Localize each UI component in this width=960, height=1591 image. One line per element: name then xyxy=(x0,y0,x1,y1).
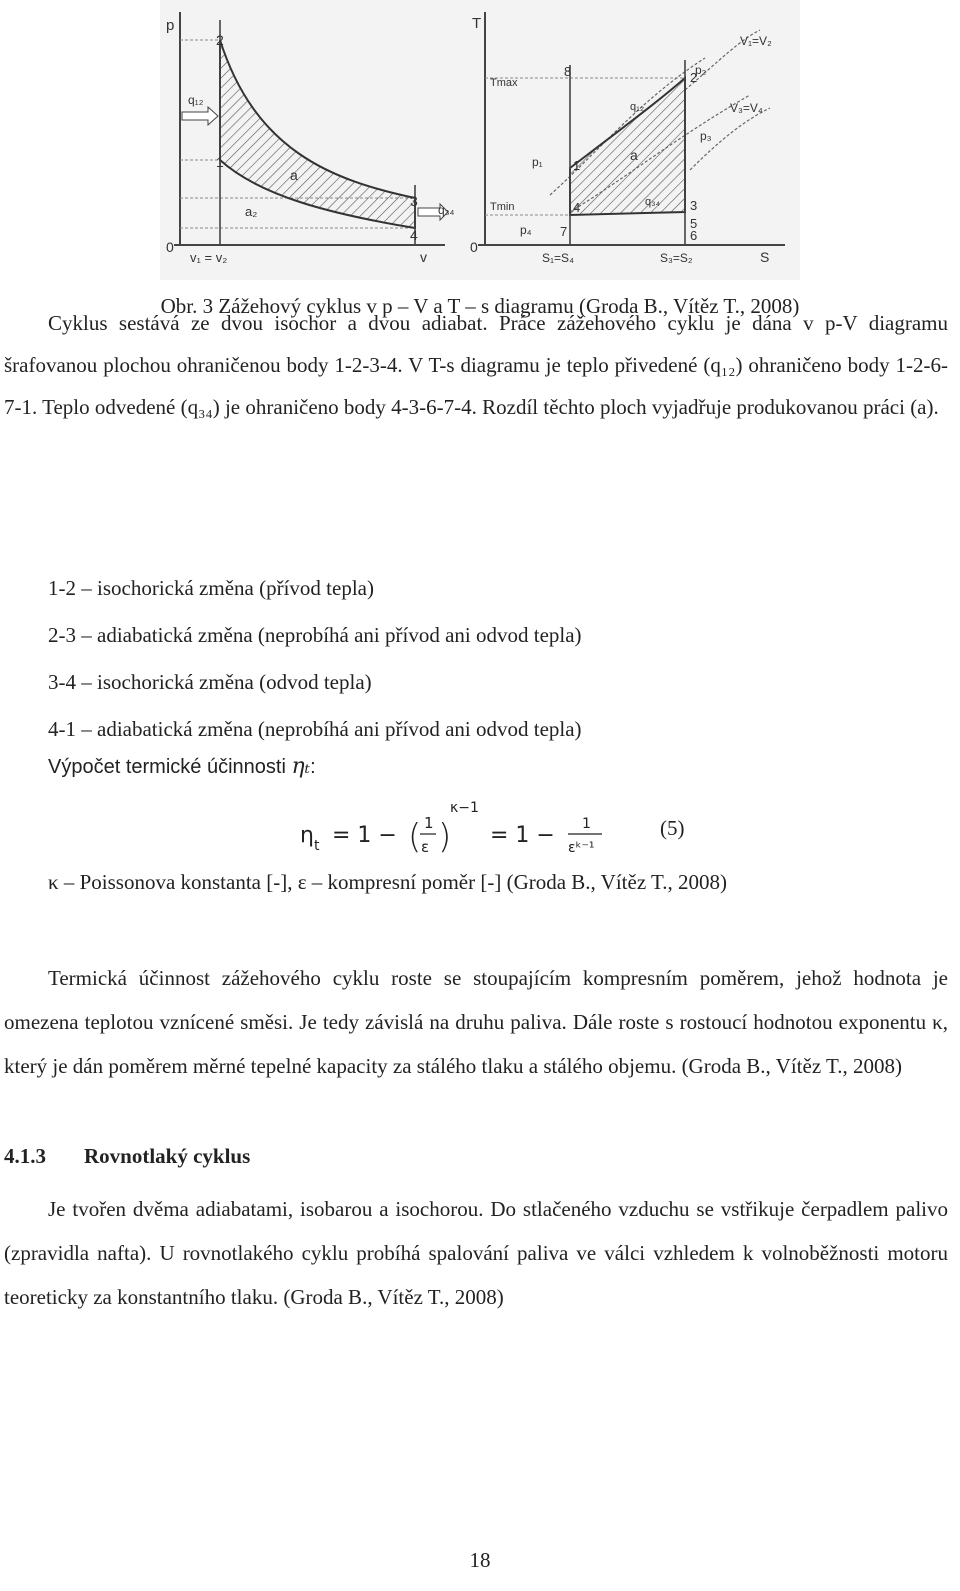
pv-area-a-label: a xyxy=(290,167,298,183)
efficiency-label-text: Výpočet termické účinnosti xyxy=(48,756,286,778)
ts-origin: 0 xyxy=(470,239,478,255)
efficiency-label xyxy=(48,754,316,779)
ts-tmax-label: Tmax xyxy=(490,77,518,89)
process-item-2-3: 2-3 – adiabatická změna (neprobíhá ani přívod ani odvod tepla) xyxy=(48,623,582,647)
paragraph-3-text: Je tvořen dvěma adiabatami, isobarou a isochorou. Do stlačeného vzduchu se vstřikuje čerpadlem palivo (zpravidla nafta). U rovnotlakého cyklu probíhá spalování paliva ve válci vzhledem k volnoběžnosti motoru teoreticky za konstantního tlaku. (Groda B., Vítěz T., 2008) xyxy=(4,1197,948,1309)
ts-v34-label: V₃=V₄ xyxy=(730,101,763,115)
eq-frac2-num: 1 xyxy=(582,816,591,832)
eq-eta: η xyxy=(300,823,314,848)
pv-point-4: 4 xyxy=(410,227,418,243)
eq-paren-right: ) xyxy=(438,817,452,857)
paragraph-constant-pressure xyxy=(4,1187,948,1319)
process-item-3-4: 3-4 – isochorická změna (odvod tepla) xyxy=(48,670,372,694)
ts-point-5: 5 xyxy=(690,216,698,231)
symbols-legend: κ – Poissonova konstanta [-], ε – kompresní poměr [-] (Groda B., Vítěz T., 2008) xyxy=(48,870,728,894)
ts-point-8: 8 xyxy=(564,64,572,79)
ts-point-6: 6 xyxy=(690,228,698,243)
pv-v-eq-label: v₁ = v₂ xyxy=(190,250,228,265)
ts-p2-label: p₂ xyxy=(695,63,707,77)
ts-v12-label: V₁=V₂ xyxy=(740,34,772,48)
eq-paren-left: ( xyxy=(408,817,422,857)
pv-origin: 0 xyxy=(166,239,174,255)
ts-point-2: 2 xyxy=(690,70,698,85)
pv-point-3: 3 xyxy=(410,193,418,209)
ts-q12-label: q₁₂ xyxy=(630,101,645,113)
ts-point-3: 3 xyxy=(690,198,698,213)
paragraph-1-text: Cyklus sestává ze dvou isochor a dvou adiabat. Práce zážehového cyklu je dána v p-V diagramu šrafovanou plochou ohraničenou body 1-2-3-4. V T-s diagramu je teplo přivedené (q₁₂) ohraničeno body 1-2-6-7-1. Teplo odvedené (q₃₄) je ohraničeno body 4-3-6-7-4. Rozdíl těchto ploch vyjadřuje produkovanou práci (a). xyxy=(4,311,948,419)
ts-tmin-label: Tmin xyxy=(490,201,515,213)
eq-frac1-den: ε xyxy=(421,838,430,856)
eq-part-2: = 1 − xyxy=(490,823,555,848)
pv-v-label: v xyxy=(420,249,427,265)
figure-caption: Obr. 3 Zážehový cyklus v p – V a T – s diagramu (Groda B., Vítěz T., 2008) xyxy=(160,294,800,318)
pv-point-2: 2 xyxy=(216,32,224,48)
section-title: Rovnotlaký cyklus xyxy=(84,1144,251,1168)
pv-point-1: 1 xyxy=(216,154,224,170)
ts-s14-label: S₁=S₄ xyxy=(542,251,574,265)
eq-frac2-den: εᵏ⁻¹ xyxy=(568,840,595,856)
efficiency-equation xyxy=(300,796,720,866)
process-item-4-1: 4-1 – adiabatická změna (neprobíhá ani přívod ani odvod tepla) xyxy=(48,717,582,741)
ts-p4-label: p₄ xyxy=(520,223,532,237)
section-heading xyxy=(4,1144,250,1169)
paragraph-cycle-description xyxy=(4,302,948,428)
pv-p-label: p xyxy=(166,17,175,34)
ts-q34-label: q₃₄ xyxy=(645,196,661,208)
efficiency-symbol: ηₜ xyxy=(291,754,311,779)
pv-area-a2-label: a₂ xyxy=(245,204,258,219)
ts-s-label: S xyxy=(760,249,770,265)
process-item-1-2: 1-2 – isochorická změna (přívod tepla) xyxy=(48,576,374,600)
ts-point-4: 4 xyxy=(573,200,581,215)
eq-exponent: κ−1 xyxy=(450,800,479,816)
eq-part-1: = 1 − xyxy=(332,823,397,848)
pv-q34-label: q₃₄ xyxy=(438,203,455,217)
paragraph-2-text: Termická účinnost zážehového cyklu roste se stoupajícím kompresním poměrem, jehož hodnota je omezena teplotou vznícené směsi. Je tedy závislá na druhu paliva. Dále roste s rostoucí hodnotou exponentu κ, který je dán poměrem měrné tepelné kapacity za stálého tlaku a stálého objemu. (Groda B., Vítěz T., 2008) xyxy=(4,966,948,1078)
eq-frac1-num: 1 xyxy=(424,814,434,832)
ts-p1-label: p₁ xyxy=(532,155,543,169)
cycle-diagrams-figure xyxy=(160,0,800,280)
page-number: 18 xyxy=(469,1548,491,1572)
section-number: 4.1.3 xyxy=(4,1144,46,1168)
process-list xyxy=(48,565,948,753)
ts-t-label: T xyxy=(472,15,482,32)
efficiency-colon: : xyxy=(310,756,316,778)
pv-q12-label: q₁₂ xyxy=(188,93,204,107)
ts-point-7: 7 xyxy=(560,224,568,239)
ts-s32-label: S₃=S₂ xyxy=(660,251,693,265)
equation-number: (5) xyxy=(660,816,685,840)
eq-eta-sub: t xyxy=(314,838,320,854)
ts-area-a-label: a xyxy=(630,147,638,163)
ts-point-1: 1 xyxy=(573,158,581,173)
paragraph-efficiency xyxy=(4,956,948,1088)
ts-p3-label: p₃ xyxy=(700,129,712,143)
